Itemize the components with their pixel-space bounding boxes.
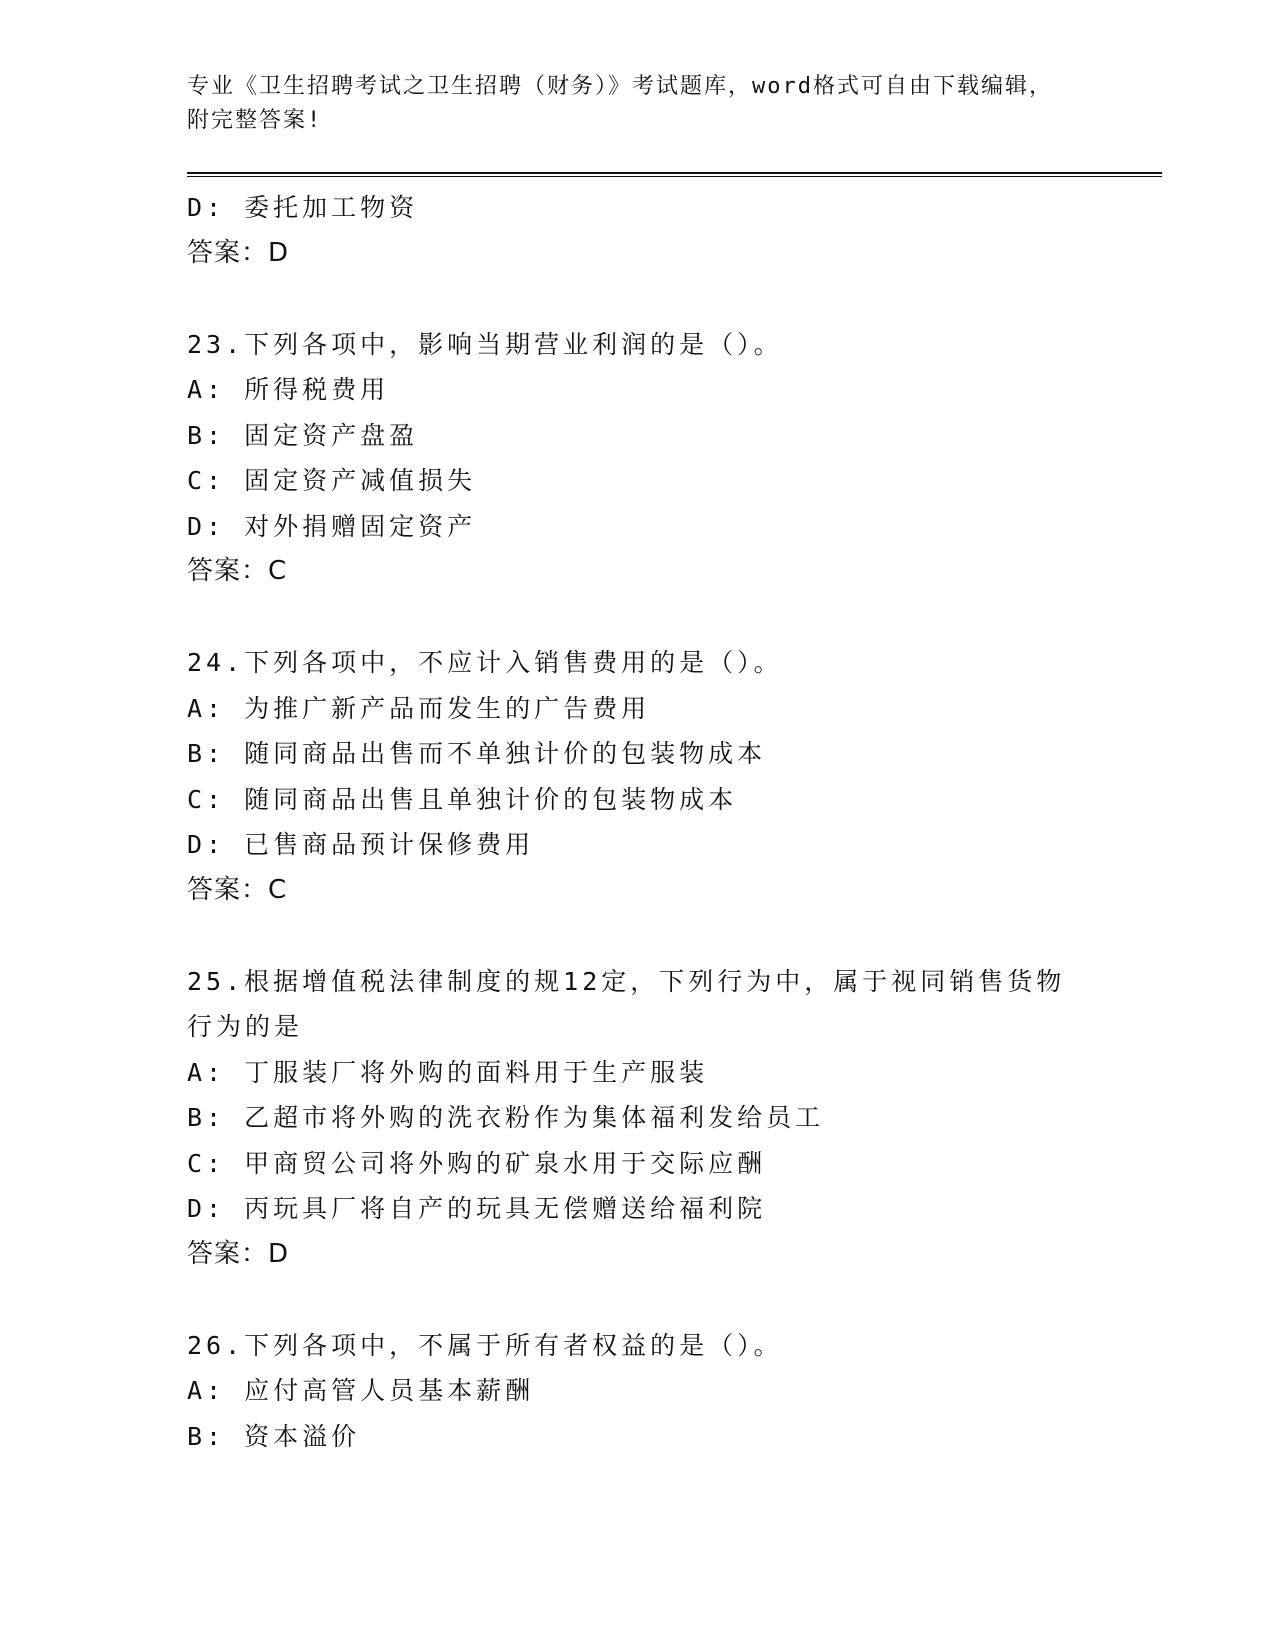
- header-divider: [187, 172, 1162, 177]
- question-25: [187, 959, 1162, 1278]
- option-d: D: 丙玩具厂将自产的玩具无偿赠送给福利院: [187, 1194, 767, 1223]
- option-c: C: 甲商贸公司将外购的矿泉水用于交际应酬: [187, 1148, 767, 1178]
- answer-line: 答案：C: [187, 874, 288, 905]
- question-26: [187, 1323, 1162, 1460]
- question-24: [187, 640, 1162, 913]
- option-c: C: 固定资产减值损失: [187, 466, 477, 495]
- document-body: [187, 185, 1162, 1459]
- question-stem: 25.根据增值税法律制度的规12定，下列行为中，属于视同销售货物行为的是: [187, 966, 1066, 1041]
- answer-line: 答案：C: [187, 556, 288, 586]
- option-b: B: 固定资产盘盈: [187, 420, 419, 450]
- document-header: 专业《卫生招聘考试之卫生招聘（财务）》考试题库，word格式可自由下载编辑，附完整答案!: [187, 74, 1053, 133]
- option-d: D: 对外捐赠固定资产: [187, 511, 477, 541]
- option-c: C: 随同商品出售且单独计价的包装物成本: [187, 784, 738, 814]
- question-stem: 24.下列各项中，不应计入销售费用的是（）。: [187, 648, 783, 677]
- document-page: [187, 70, 1162, 1459]
- option-a: A: 应付高管人员基本薪酬: [187, 1376, 535, 1405]
- option-a: A: 所得税费用: [187, 375, 390, 404]
- option-d: D: 已售商品预计保修费用: [187, 830, 535, 859]
- option-a: A: 为推广新产品而发生的广告费用: [187, 693, 651, 723]
- question-stem: 26.下列各项中，不属于所有者权益的是（）。: [187, 1330, 783, 1360]
- option-b: B: 随同商品出售而不单独计价的包装物成本: [187, 739, 767, 768]
- option-d: D: 委托加工物资: [187, 193, 419, 222]
- option-b: B: 乙超市将外购的洗衣粉作为集体福利发给员工: [187, 1103, 825, 1132]
- answer-line: 答案：D: [187, 237, 290, 268]
- option-b: B: 资本溢价: [187, 1421, 361, 1451]
- question-stem: 23.下列各项中，影响当期营业利润的是（）。: [187, 329, 783, 359]
- question-23: [187, 322, 1162, 595]
- answer-line: 答案：D: [187, 1238, 290, 1269]
- option-a: A: 丁服装厂将外购的面料用于生产服装: [187, 1057, 709, 1087]
